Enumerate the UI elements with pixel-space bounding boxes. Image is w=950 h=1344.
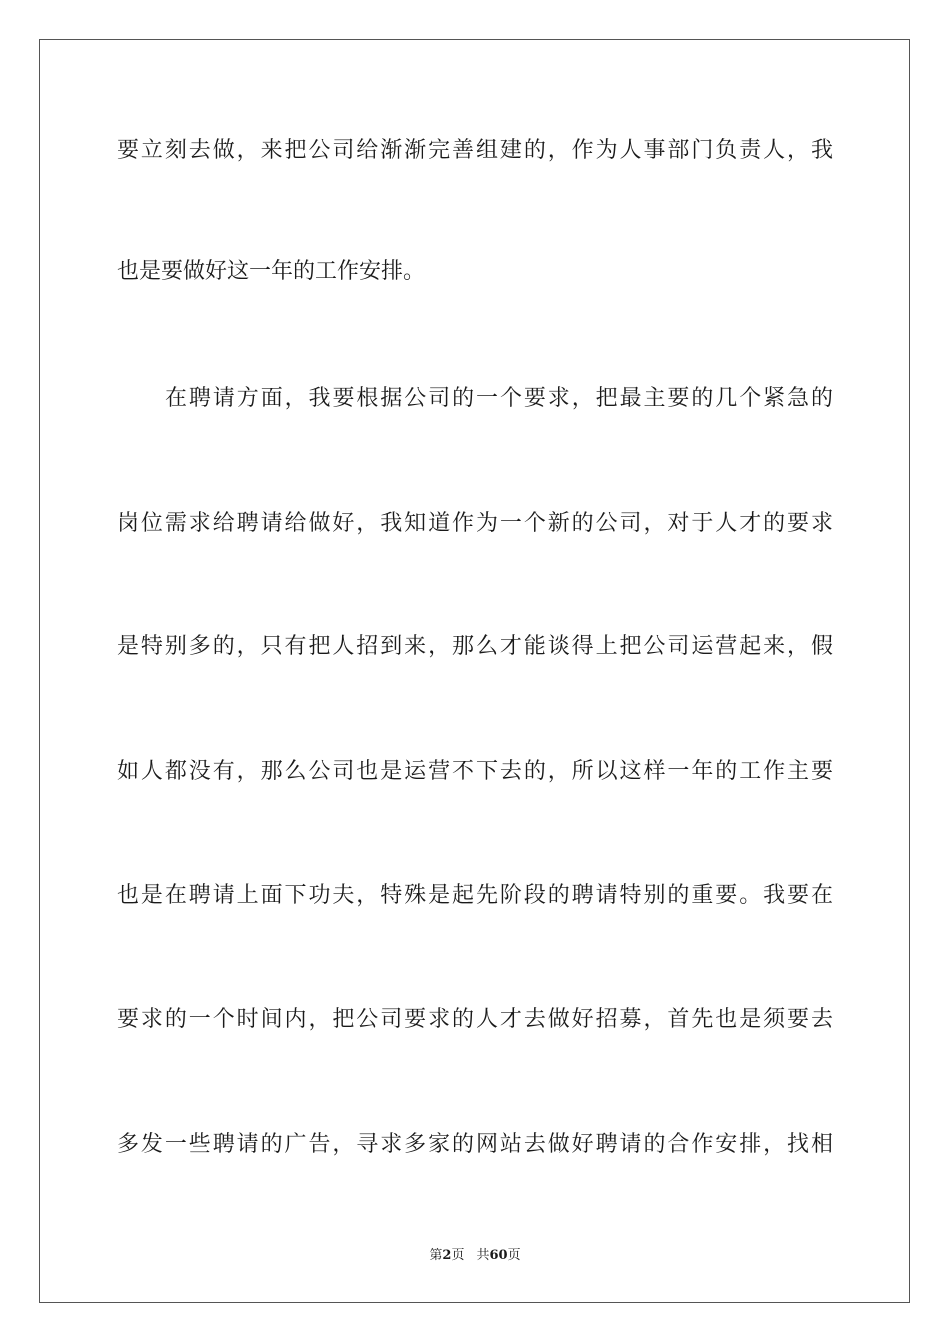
total-label-prefix: 共	[476, 1248, 490, 1263]
page-label-suffix: 页	[451, 1248, 465, 1263]
total-label-suffix: 页	[507, 1248, 521, 1263]
body-text-line: 岗位需求给聘请给做好，我知道作为一个新的公司，对于人才的要求	[117, 511, 833, 536]
page-frame	[39, 39, 910, 1303]
body-text-line: 在聘请方面，我要根据公司的一个要求，把最主要的几个紧急的	[165, 386, 833, 411]
body-text-line: 如人都没有，那么公司也是运营不下去的，所以这样一年的工作主要	[117, 759, 833, 784]
body-text-line: 也是在聘请上面下功夫，特殊是起先阶段的聘请特别的重要。我要在	[117, 883, 833, 908]
body-text-line: 是特别多的，只有把人招到来，那么才能谈得上把公司运营起来，假	[117, 634, 833, 659]
body-text-line: 也是要做好这一年的工作安排。	[117, 259, 426, 284]
page-number: 2	[442, 1248, 452, 1263]
page-label-prefix: 第	[429, 1248, 443, 1263]
body-text-line: 多发一些聘请的广告，寻求多家的网站去做好聘请的合作安排，找相	[117, 1132, 833, 1157]
body-text-line: 要求的一个时间内，把公司要求的人才去做好招募，首先也是须要去	[117, 1007, 833, 1032]
total-pages: 60	[489, 1248, 508, 1263]
body-text-line: 要立刻去做，来把公司给渐渐完善组建的，作为人事部门负责人，我	[117, 138, 833, 163]
page-footer	[0, 1247, 950, 1265]
